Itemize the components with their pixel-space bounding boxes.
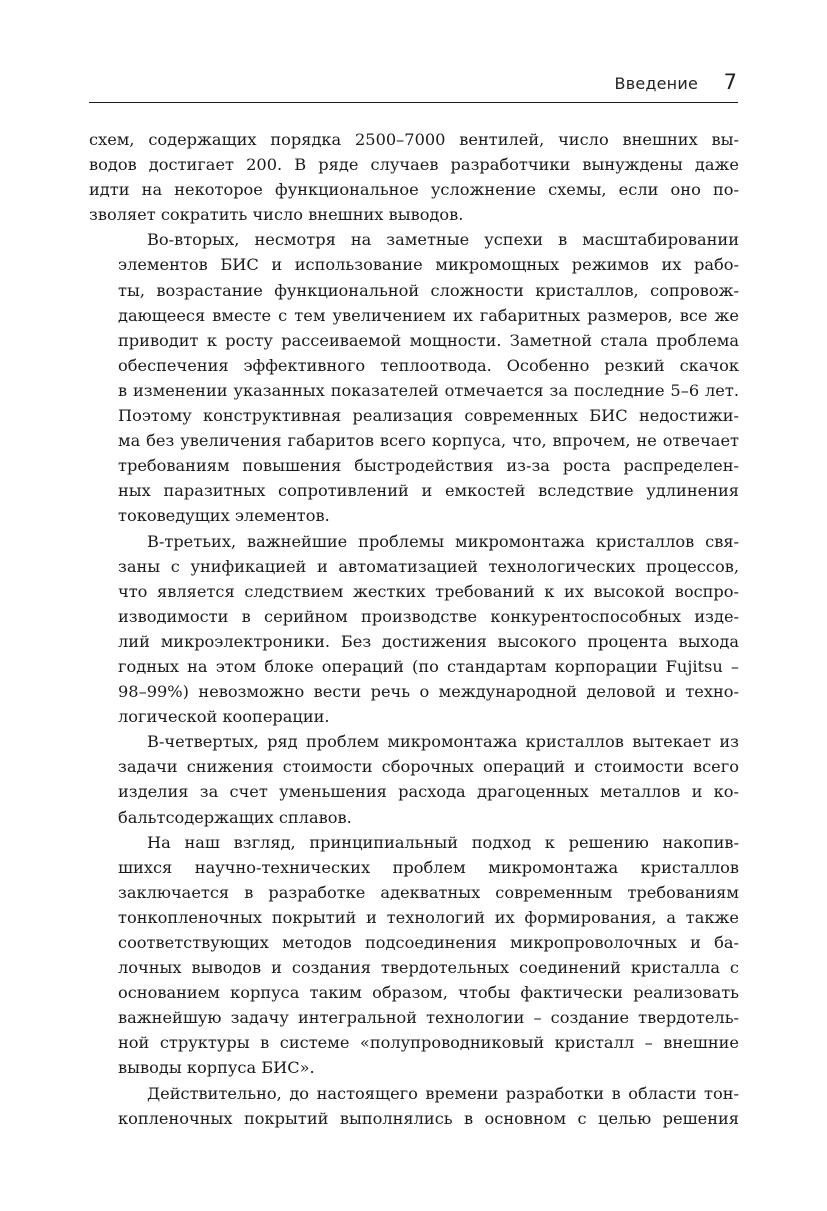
running-header (89, 68, 738, 103)
text-line: ных паразитных сопротивлений и емкостей вследствие удлинения (118, 481, 739, 501)
text-line: соответствующих методов подсоединения микропроволочных и ба- (118, 933, 739, 952)
text-line: 98–99%) невозможно вести речь о международной деловой и техно- (118, 682, 739, 702)
text-line: В-третьих, важнейшие проблемы микромонтажа кристаллов свя- (147, 531, 739, 551)
text-line: схем, содержащих порядка 2500–7000 вентилей, число внешних вы- (89, 130, 739, 149)
text-line: выводы корпуса БИС». (118, 1058, 315, 1078)
text-line: токоведущих элементов. (118, 506, 330, 526)
text-line: изводимости в серийном производстве конкурентоспособных изде- (118, 606, 739, 626)
text-line: задачи снижения стоимости сборочных операций и стоимости всего (118, 757, 739, 777)
text-line: ма без увеличения габаритов всего корпуса, что, впрочем, не отвечает (118, 431, 739, 451)
text-line: годных на этом блоке операций (по стандартам корпорации Fujitsu – (118, 656, 739, 676)
text-line: Во-вторых, несмотря на заметные успехи в масштабировании (147, 230, 739, 250)
text-line: обеспечения эффективного теплоотвода. Особенно резкий скачок (118, 355, 739, 375)
paragraph (89, 529, 739, 730)
text-line: ты, возрастание функциональной сложности кристаллов, сопровож- (118, 280, 739, 300)
text-line: лий микроэлектроники. Без достижения высокого процента выхода (118, 631, 739, 651)
text-line: шихся научно-технических проблем микромонтажа кристаллов (118, 857, 739, 877)
text-line: В-четвертых, ряд проблем микромонтажа кристаллов вытекает из (147, 732, 739, 752)
text-line: основанием корпуса таким образом, чтобы фактически реализовать (118, 983, 739, 1003)
paragraph (89, 227, 739, 528)
section-title: Введение (614, 74, 698, 93)
text-line: лочных выводов и создания твердотельных соединений кристалла с (118, 958, 739, 978)
page-number: 7 (723, 70, 737, 94)
text-line: На наш взгляд, принципиальный подход к решению накопив- (147, 832, 739, 852)
text-line: ной структуры в системе «полупроводниковый кристалл – внешние (118, 1033, 739, 1053)
text-line: приводит к росту рассеиваемой мощности. Заметной стала проблема (118, 330, 739, 350)
text-line: в изменении указанных показателей отмечается за последние 5–6 лет. (118, 380, 739, 400)
text-line: идти на некоторое функциональное усложнение схемы, если оно по- (89, 180, 739, 200)
text-line: заключается в разработке адекватных современным требованиям (118, 882, 739, 902)
text-line: изделия за счет уменьшения расхода драгоценных металлов и ко- (118, 782, 739, 802)
text-line: элементов БИС и использование микромощных режимов их рабо- (118, 255, 739, 275)
paragraph (89, 127, 739, 227)
text-line: что является следствием жестких требований к их высокой воспро- (118, 581, 739, 601)
text-line: требованиям повышения быстродействия из-за роста распределен- (118, 456, 739, 476)
text-line: копленочных покрытий выполнялись в основном с целью решения (118, 1108, 739, 1128)
text-line: Поэтому конструктивная реализация современных БИС недостижи- (118, 406, 739, 426)
text-line: зволяет сократить число внешних выводов. (89, 205, 464, 225)
text-line: дающееся вместе с тем увеличением их габаритных размеров, все же (118, 305, 739, 325)
text-line: важнейшую задачу интегральной технологии – создание твердотель- (118, 1008, 739, 1028)
text-line: бальтсодержащих сплавов. (118, 807, 352, 827)
body-text (89, 127, 739, 1131)
text-line: тонкопленочных покрытий и технологий их формирования, а также (118, 907, 739, 927)
text-line: логической кооперации. (118, 707, 330, 727)
text-line: заны с унификацией и автоматизацией технологических процессов, (118, 556, 739, 576)
text-line: Действительно, до настоящего времени разработки в области тон- (147, 1083, 739, 1103)
text-line: водов достигает 200. В ряде случаев разработчики вынуждены даже (89, 155, 739, 175)
paragraph (89, 1081, 739, 1131)
paragraph (89, 729, 739, 829)
paragraph (89, 830, 739, 1081)
